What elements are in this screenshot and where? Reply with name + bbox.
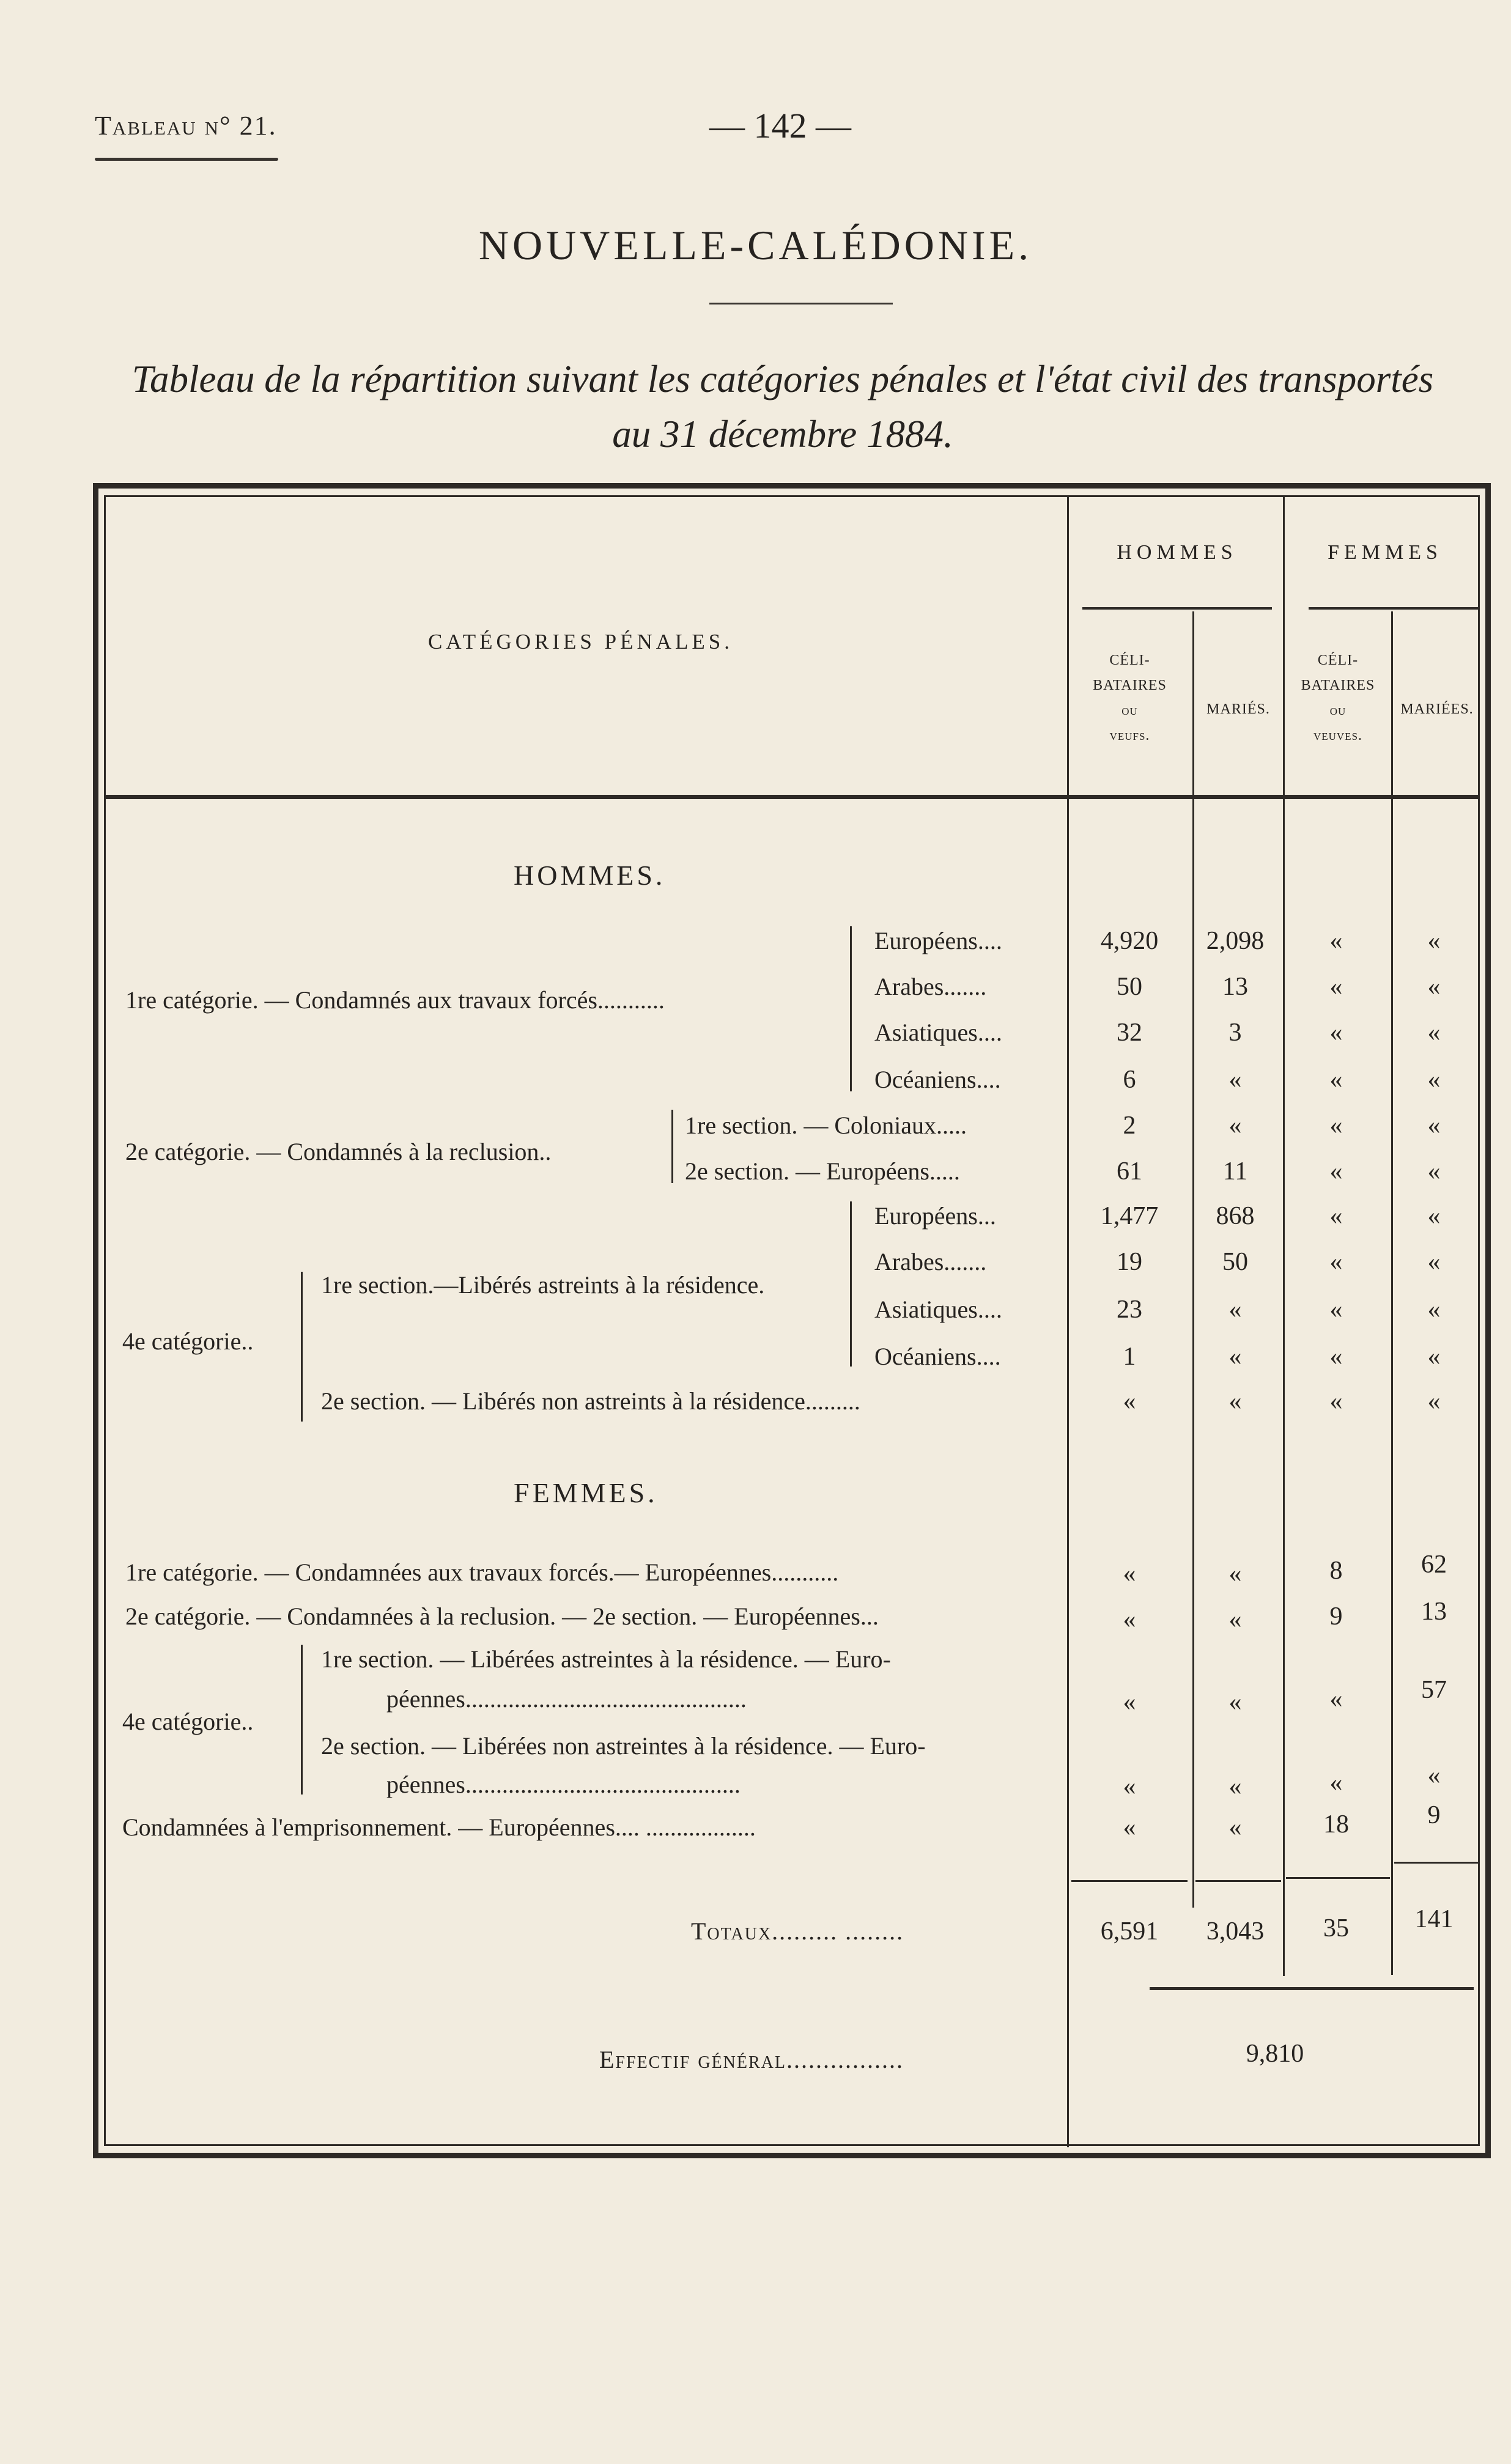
cell-h-cel: 1,477: [1100, 1202, 1159, 1230]
hommes-cat4-s1-label: 1re section.—Libérés astreints à la résidence.: [321, 1271, 765, 1299]
row-label: Européens...: [874, 1202, 996, 1230]
subtitle-line-2: au 31 décembre 1884.: [612, 413, 953, 456]
subtitle: [79, 352, 1486, 462]
totals-rule-f-mar: [1394, 1862, 1480, 1864]
cell-h-mar: 2,098: [1206, 927, 1265, 955]
cell-h-cel: «: [1123, 1772, 1136, 1801]
cell-h-cel: 1: [1123, 1343, 1136, 1371]
cell-f-mar: «: [1427, 1296, 1441, 1324]
cell-h-cel: «: [1123, 1387, 1136, 1415]
cell-h-mar: «: [1228, 1112, 1242, 1140]
cell-f-mar: «: [1427, 927, 1441, 955]
cell-h-cel: 6: [1123, 1066, 1136, 1094]
cell-h-mar: «: [1228, 1813, 1242, 1842]
hommes-maries-header: MARIÉS.: [1206, 701, 1270, 717]
hommes-cat4-label: 4e catégorie..: [122, 1327, 254, 1355]
row-label: Océaniens....: [874, 1066, 1001, 1093]
cell-f-cel: «: [1329, 1685, 1343, 1713]
cell-h-mar: 13: [1222, 973, 1248, 1001]
cell-h-mar: «: [1228, 1560, 1242, 1588]
totals-label: Totaux......... ........: [691, 1917, 904, 1945]
cat1-brace: [850, 926, 852, 1091]
cat4-s1-brace: [850, 1201, 852, 1367]
cell-f-mar: «: [1427, 1112, 1441, 1140]
cell-h-mar: «: [1228, 1066, 1242, 1094]
cell-h-cel: 2: [1123, 1112, 1136, 1140]
cell-f-mar: «: [1427, 1761, 1441, 1790]
col-rule-1: [1067, 496, 1069, 2147]
cell-h-mar: «: [1228, 1606, 1242, 1634]
row-label: Condamnées à l'emprisonnement. — Européennes.... ..................: [122, 1813, 756, 1841]
subtitle-line-1: Tableau de la répartition suivant les catégories pénales et l'état civil des transportés: [131, 358, 1434, 400]
cell-f-mar: «: [1427, 1019, 1441, 1047]
row-label-line-2: péennes.............................................: [386, 1771, 741, 1798]
cell-f-mar: «: [1427, 1202, 1441, 1230]
femmes-mariees-header: MARIÉES.: [1400, 701, 1474, 717]
total-f-cel: 35: [1323, 1914, 1349, 1942]
cell-h-cel: «: [1123, 1606, 1136, 1634]
page-number: — 142 —: [709, 106, 851, 146]
hommes-celibataires-header: [1070, 648, 1189, 748]
h-cel-line-3: ou: [1121, 703, 1138, 718]
table-label: Tableau n° 21.: [95, 111, 277, 141]
row-label: Asiatiques....: [874, 1296, 1002, 1323]
cell-h-mar: «: [1228, 1772, 1242, 1801]
row-label-line-1: 1re section. — Libérées astreintes à la résidence. — Euro-: [321, 1645, 891, 1673]
title-rule: [709, 303, 893, 304]
cell-f-mar: «: [1427, 1066, 1441, 1094]
cell-h-cel: 32: [1117, 1019, 1142, 1047]
cat2-brace: [671, 1110, 673, 1183]
cell-f-mar: «: [1427, 1387, 1441, 1415]
f-cel-line-3: ou: [1329, 703, 1347, 718]
row-label: 2e catégorie. — Condamnées à la reclusion. — 2e section. — Européennes...: [125, 1603, 879, 1630]
cell-f-mar: «: [1427, 1157, 1441, 1186]
f-cel-line-1: CÉLI-: [1317, 652, 1359, 668]
total-f-mar: 141: [1414, 1905, 1454, 1933]
cell-f-cel: «: [1329, 1248, 1343, 1276]
cell-f-cel: «: [1329, 1112, 1343, 1140]
cell-f-cel: 8: [1329, 1557, 1343, 1585]
cell-f-cel: «: [1329, 1157, 1343, 1186]
cell-f-cel: «: [1329, 1019, 1343, 1047]
cell-f-cel: «: [1329, 1387, 1343, 1415]
femmes-header: FEMMES: [1328, 541, 1443, 564]
cell-f-mar: 9: [1427, 1801, 1441, 1829]
header-rule: [95, 158, 278, 161]
cell-f-mar: 13: [1421, 1598, 1447, 1626]
row-label: 1re catégorie. — Condamnées aux travaux forcés.— Européennes...........: [125, 1558, 839, 1586]
totals-rule-h-mar: [1195, 1880, 1281, 1882]
row-label: Arabes.......: [874, 1248, 987, 1275]
cell-h-mar: «: [1228, 1688, 1242, 1716]
row-label: Asiatiques....: [874, 1019, 1002, 1046]
cell-f-cel: «: [1329, 1769, 1343, 1797]
total-h-cel: 6,591: [1100, 1917, 1159, 1946]
cell-f-cel: «: [1329, 1202, 1343, 1230]
cell-h-mar: 868: [1216, 1202, 1255, 1230]
totals-rule-f-cel: [1286, 1877, 1390, 1879]
cell-f-cel: «: [1329, 1296, 1343, 1324]
cell-h-mar: 50: [1222, 1248, 1248, 1276]
femmes-cat4-label: 4e catégorie..: [122, 1708, 254, 1735]
femmes-section-heading: FEMMES.: [514, 1477, 658, 1508]
hommes-group-rule: [1082, 607, 1272, 610]
h-cel-line-2: BATAIRES: [1093, 677, 1167, 693]
cell-h-mar: «: [1228, 1387, 1242, 1415]
cell-h-mar: «: [1228, 1296, 1242, 1324]
femmes-group-rule: [1309, 607, 1480, 610]
cell-h-cel: 50: [1117, 973, 1142, 1001]
cell-f-cel: 9: [1329, 1603, 1343, 1631]
cell-h-cel: «: [1123, 1560, 1136, 1588]
cell-f-mar: «: [1427, 973, 1441, 1001]
row-label: Océaniens....: [874, 1343, 1001, 1370]
femmes-celibataires-header: [1286, 648, 1390, 748]
hommes-cat1-label: 1re catégorie. — Condamnés aux travaux forcés...........: [125, 986, 665, 1014]
cell-f-mar: «: [1427, 1343, 1441, 1371]
total-h-mar: 3,043: [1206, 1917, 1265, 1946]
header-bottom-rule: [105, 795, 1479, 799]
cell-h-mar: 11: [1222, 1157, 1248, 1186]
cell-f-mar: 57: [1421, 1676, 1447, 1704]
hommes-section-heading: HOMMES.: [514, 860, 666, 891]
effectif-rule: [1150, 1987, 1474, 1990]
cell-h-cel: 61: [1117, 1157, 1142, 1186]
cell-f-cel: «: [1329, 1066, 1343, 1094]
col-rule-3: [1283, 496, 1285, 1976]
cell-f-cel: «: [1329, 1343, 1343, 1371]
h-cel-line-1: CÉLI-: [1109, 652, 1150, 668]
categories-header: CATÉGORIES PÉNALES.: [428, 630, 734, 654]
cell-h-cel: 23: [1117, 1296, 1142, 1324]
cell-h-mar: «: [1228, 1343, 1242, 1371]
row-label: 2e section. — Libérés non astreints à la résidence.........: [321, 1387, 860, 1415]
cell-h-cel: 19: [1117, 1248, 1142, 1276]
f-cel-line-4: veuves.: [1313, 728, 1363, 743]
f-cel-line-2: BATAIRES: [1301, 677, 1375, 693]
hommes-cat2-label: 2e catégorie. — Condamnés à la reclusion..: [125, 1138, 552, 1165]
effectif-value: 9,810: [1246, 2040, 1304, 2068]
cell-f-mar: «: [1427, 1248, 1441, 1276]
cell-h-cel: «: [1123, 1688, 1136, 1716]
row-label: 1re section. — Coloniaux.....: [685, 1112, 967, 1139]
cell-f-mar: 62: [1421, 1551, 1447, 1579]
totals-rule-h-cel: [1071, 1880, 1188, 1882]
row-label: 2e section. — Européens.....: [685, 1157, 960, 1185]
femmes-cat4-brace: [301, 1645, 303, 1795]
cell-f-cel: «: [1329, 973, 1343, 1001]
row-label-line-1: 2e section. — Libérées non astreintes à la résidence. — Euro-: [321, 1732, 926, 1760]
cat4-brace: [301, 1272, 303, 1422]
hommes-header: HOMMES: [1117, 541, 1238, 564]
page-title: NOUVELLE-CALÉDONIE.: [478, 222, 1033, 268]
cell-h-mar: 3: [1228, 1019, 1242, 1047]
effectif-label: Effectif général................: [599, 2046, 904, 2073]
cell-f-cel: 18: [1323, 1810, 1349, 1839]
row-label: Arabes.......: [874, 973, 987, 1000]
row-label: Européens....: [874, 927, 1002, 954]
cell-h-cel: 4,920: [1100, 927, 1159, 955]
cell-f-cel: «: [1329, 927, 1343, 955]
row-label-line-2: péennes..............................................: [386, 1685, 747, 1713]
cell-h-cel: «: [1123, 1813, 1136, 1842]
h-cel-line-4: veufs.: [1109, 728, 1150, 743]
